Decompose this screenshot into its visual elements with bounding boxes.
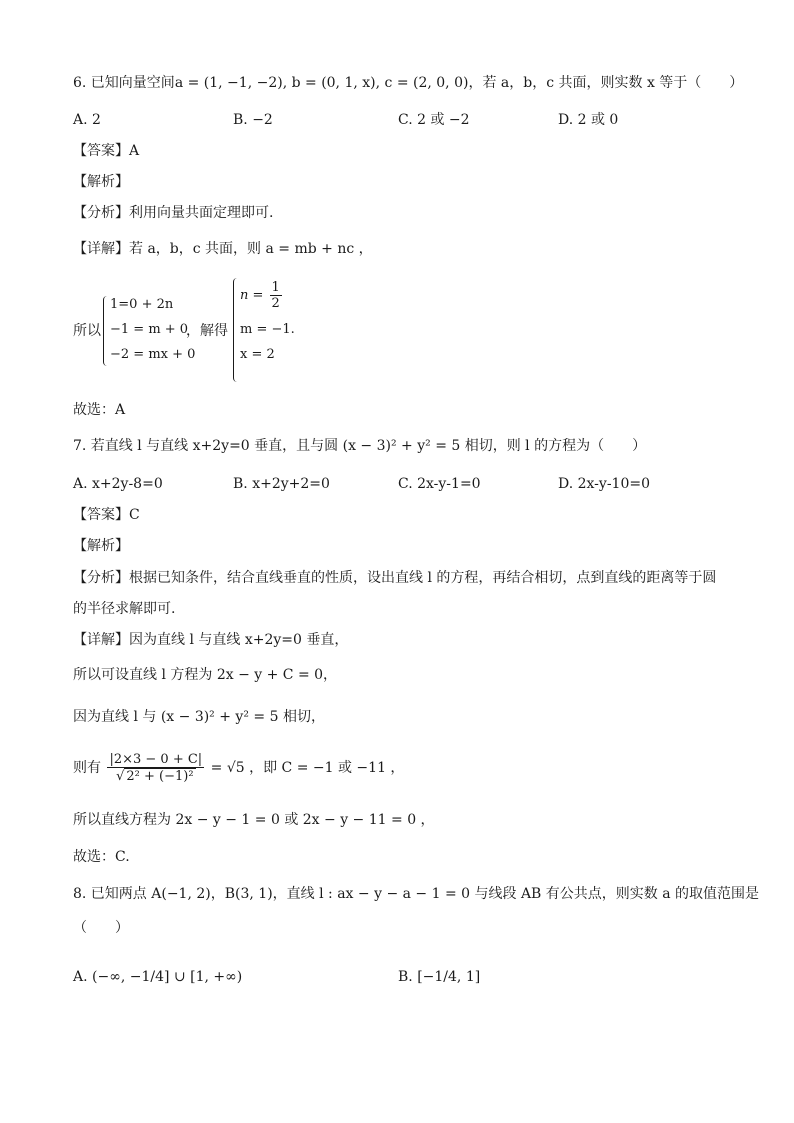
q7-distance-num: |2×3 − 0 + C| [109, 752, 203, 767]
q7-detail-5: 所以直线方程为 2x − y − 1 = 0 或 2x − y − 11 = 0 ， [73, 812, 435, 828]
q6-stem-suffix: ，若 a，b，c 共面，则实数 x 等于（ ） [468, 75, 744, 91]
q7-detail-tag: 【详解】 [73, 632, 129, 648]
q6-stem [73, 74, 743, 92]
q6-stem-prefix: 6. 已知向量空间 [73, 75, 175, 91]
q7-option-b: B. x+2y+2=0 [233, 476, 330, 492]
q6-sol-n-num: 1 [271, 280, 280, 295]
q7-conclusion: 故选：C. [73, 849, 130, 865]
q6-option-d: D. 2 或 0 [558, 112, 619, 128]
q6-detail-tag: 【详解】 [73, 241, 129, 257]
q7-analysis-tag: 【解析】 [73, 538, 129, 554]
q7-answer-value: C [129, 507, 140, 523]
q6-vectors: a = (1, −1, −2), b = (0, 1, x), c = (2, 0, 0) [174, 75, 469, 91]
q8-stem-2: （ ） [73, 920, 129, 936]
q6-sys-row-3: −2 = mx + 0 [110, 347, 196, 362]
q6-answer-value: A [129, 143, 140, 159]
q6-sys-brace [103, 296, 109, 366]
q6-fenxi-text: 利用向量共面定理即可. [129, 205, 274, 221]
q6-detail-text: 若 a，b，c 共面，则 a = mb + nc ， [129, 241, 373, 257]
q6-sol-brace [233, 278, 239, 382]
q6-sys-row-1: 1=0 + 2n [110, 297, 174, 312]
q6-fenxi-tag: 【分析】 [73, 205, 129, 221]
q7-detail-4-prefix: 则有 [73, 760, 101, 776]
q6-sol-row-2: m = −1. [240, 322, 295, 337]
q7-fenxi [73, 569, 716, 587]
q6-sys-mid: ，解得 [186, 323, 228, 339]
q7-option-c: C. 2x-y-1=0 [398, 476, 481, 492]
q6-sol-n-den: 2 [271, 296, 280, 311]
q7-distance-den-wrap: √ 2² + (−1)² [116, 769, 194, 784]
q7-detail-text-1: 因为直线 l 与直线 x+2y=0 垂直， [129, 632, 349, 648]
q7-detail-4-suffix: = √5 ，即 C = −1 或 −11 ， [210, 760, 405, 776]
q7-detail-3: 因为直线 l 与 (x − 3)² + y² = 5 相切， [73, 709, 325, 725]
q7-answer [73, 506, 140, 524]
q7-option-d: D. 2x-y-10=0 [558, 476, 651, 492]
q7-detail-4 [73, 752, 404, 784]
q6-sol-n-fraction [270, 280, 282, 311]
q7-fenxi-text-1: 根据已知条件，结合直线垂直的性质，设出直线 l 的方程，再结合相切，点到直线的距离等于圆 [129, 570, 717, 586]
q6-answer [73, 142, 139, 160]
q7-distance-den: 2² + (−1)² [126, 769, 194, 784]
q7-detail [73, 631, 348, 649]
q6-conclusion: 故选：A [73, 402, 126, 418]
q7-answer-tag: 【答案】 [73, 507, 129, 523]
q7-stem: 7. 若直线 l 与直线 x+2y=0 垂直，且与圆 (x − 3)² + y² = 5 相切，则 l 的方程为（ ） [73, 438, 647, 454]
q6-answer-tag: 【答案】 [73, 143, 129, 159]
q6-analysis-tag: 【解析】 [73, 174, 129, 190]
q6-sol-row-3: x = 2 [240, 347, 275, 362]
q6-sol-row-1: n = $\frac{1}{2}$ [240, 280, 280, 311]
q8-option-b: B. [−1/4, 1] [398, 969, 481, 985]
q6-sys-row-2: −1 = m + 0 [110, 322, 189, 337]
q7-detail-2: 所以可设直线 l 方程为 2x − y + C = 0， [73, 667, 338, 683]
q6-option-c: C. 2 或 −2 [398, 112, 470, 128]
q8-option-a: A. (−∞, −1/4] ∪ [1, +∞) [73, 969, 243, 985]
q6-fenxi [73, 204, 273, 222]
q6-option-a: A. 2 [73, 112, 101, 128]
q8-stem-1: 8. 已知两点 A(−1, 2)，B(3, 1)，直线 l : ax − y − a − 1 = 0 与线段 AB 有公共点，则实数 a 的取值范围是 [73, 886, 760, 902]
q6-option-b: B. −2 [233, 112, 273, 128]
q6-detail [73, 240, 373, 258]
q6-sys-prefix: 所以 [73, 323, 101, 339]
q7-option-a: A. x+2y-8=0 [73, 476, 163, 492]
q7-distance-fraction [107, 752, 204, 784]
q7-fenxi-2: 的半径求解即可. [73, 601, 176, 617]
q7-fenxi-tag: 【分析】 [73, 570, 129, 586]
